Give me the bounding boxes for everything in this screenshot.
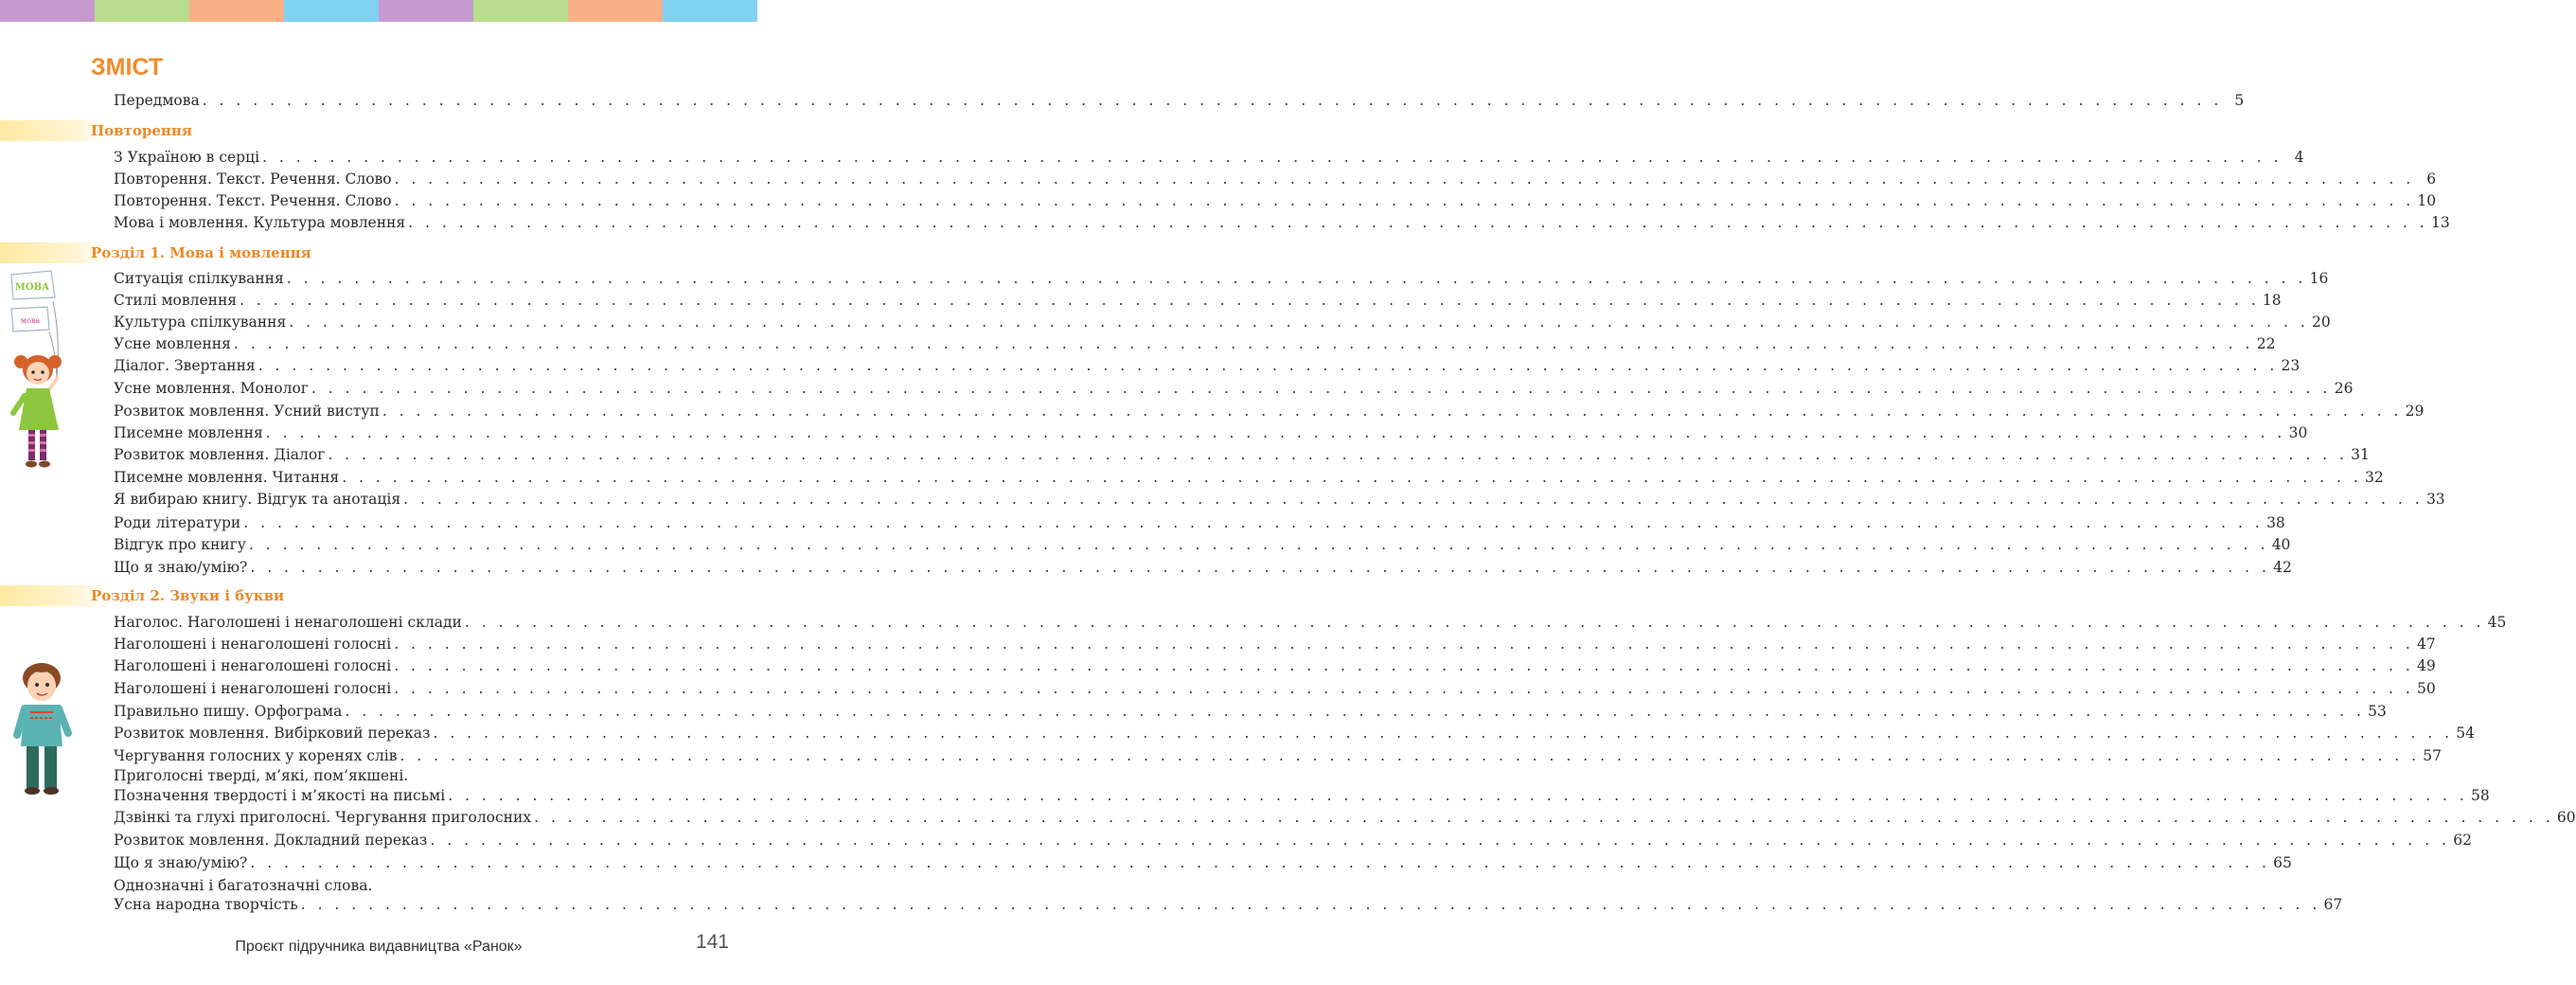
toc-entry-title: Чергування голосних у коренях слів [114, 747, 398, 764]
toc-entry-page: 10 [2417, 192, 2437, 209]
toc-entry-title: Писемне мовлення [114, 424, 263, 441]
section-heading-label: Розділ 1. Мова і мовлення [91, 244, 311, 261]
toc-entry [114, 723, 2476, 744]
toc-entry-page: 32 [2365, 469, 2384, 486]
section-heading [0, 120, 663, 141]
toc-dot-leader: . . . . . . . . . . . . . . . . . . . . . . . . . . . . . . . . . . . . . . . . . . . . . . . . . . . . . . . . . . . . . . . . . . . . . . . . . . . . . . . . . . . . . . . . . . . . . . . . . . . . . . . . . . . . . . . . . . . . . . . . [433, 725, 2454, 742]
toc-entry-page: 54 [2456, 725, 2476, 742]
toc-entry-title: Мова і мовлення. Культура мовлення [114, 214, 406, 231]
toc-dot-leader: . . . . . . . . . . . . . . . . . . . . . . . . . . . . . . . . . . . . . . . . . . . . . . . . . . . . . . . . . . . . . . . . . . . . . . . . . . . . . . . . . . . . . . . . . . . . . . . . . . . . . . . . . . . . . . . . . . . . . . . . [394, 192, 2415, 209]
toc-entry-page: 33 [2425, 491, 2445, 508]
toc-entry-page: 50 [2417, 680, 2436, 697]
toc-entry [114, 169, 2437, 190]
toc-entry-title: Що я знаю/умію? [114, 559, 248, 576]
toc-entry-title: Наголошені і ненаголошені голосні [114, 636, 392, 653]
toc-entry [114, 489, 2445, 510]
toc-entry-title: Наголошені і ненаголошені голосні [114, 657, 392, 674]
toc-dot-leader: . . . . . . . . . . . . . . . . . . . . . . . . . . . . . . . . . . . . . . . . . . . . . . . . . . . . . . . . . . . . . . . . . . . . . . . . . . . . . . . . . . . . . . . . . . . . . . . . . . . . . . . . . . . . . . . . . . . . . . . . [243, 514, 2264, 531]
toc-entry [114, 190, 2437, 212]
toc-dot-leader: . . . . . . . . . . . . . . . . . . . . . . . . . . . . . . . . . . . . . . . . . . . . . . . . . . . . . . . . . . . . . . . . . . . . . . . . . . . . . . . . . . . . . . . . . . . . . . . . . . . . . . . . . . . . . . . . . . . . . . . . [286, 270, 2307, 287]
toc-entry [114, 312, 2331, 333]
toc-entry-page: 26 [2334, 380, 2354, 397]
girl-with-signs-illustration [4, 263, 70, 474]
section-heading [0, 585, 663, 606]
toc-entry-page: 65 [2273, 854, 2292, 871]
toc-dot-leader: . . . . . . . . . . . . . . . . . . . . . . . . . . . . . . . . . . . . . . . . . . . . . . . . . . . . . . . . . . . . . . . . . . . . . . . . . . . . . . . . . . . . . . . . . . . . . . . . . . . . . . . . . . . . . . . . . . . . . . . . [408, 214, 2428, 231]
toc-entry [114, 894, 2343, 916]
toc-entry-page: 42 [2273, 559, 2292, 576]
toc-dot-leader: . . . . . . . . . . . . . . . . . . . . . . . . . . . . . . . . . . . . . . . . . . . . . . . . . . . . . . . . . . . . . . . . . . . . . . . . . . . . . . . . . . . . . . . . . . . . . . . . . . . . . . . . . . . . . . . . . . . . . . . . [382, 403, 2403, 420]
toc-entry-title: Позначення твердості і м’якості на письмі [114, 787, 446, 804]
toc-entry-title: Що я знаю/умію? [114, 854, 248, 871]
toc-dot-leader: . . . . . . . . . . . . . . . . . . . . . . . . . . . . . . . . . . . . . . . . . . . . . . . . . . . . . . . . . . . . . . . . . . . . . . . . . . . . . . . . . . . . . . . . . . . . . . . . . . . . . . . . . . . . . . . . . . . . . . . . [394, 636, 2414, 653]
top-bar-segment [0, 0, 95, 22]
toc-entry-page: 47 [2417, 636, 2436, 653]
toc-entry-title: Наголошені і ненаголошені голосні [114, 680, 392, 697]
section-heading [0, 242, 663, 263]
toc-dot-leader: . . . . . . . . . . . . . . . . . . . . . . . . . . . . . . . . . . . . . . . . . . . . . . . . . . . . . . . . . . . . . . . . . . . . . . . . . . . . . . . . . . . . . . . . . . . . . . . . . . . . . . . . . . . . . . . . . . . . . . . . [464, 614, 2485, 631]
toc-entry-page: 49 [2417, 657, 2436, 674]
toc-entry [114, 444, 2370, 466]
toc-entry [114, 634, 2436, 655]
toc-entry-page: 4 [2294, 149, 2304, 166]
toc-entry [114, 678, 2436, 700]
toc-entry-title: Розвиток мовлення. Вибірковий переказ [114, 725, 431, 742]
toc-entry-title-line: Приголосні тверді, м’які, пом’якшені. [114, 767, 409, 784]
toc-entry-title: Усне мовлення. Монолог [114, 380, 309, 397]
toc-entry-page: 58 [2471, 787, 2490, 804]
toc-dot-leader: . . . . . . . . . . . . . . . . . . . . . . . . . . . . . . . . . . . . . . . . . . . . . . . . . . . . . . . . . . . . . . . . . . . . . . . . . . . . . . . . . . . . . . . . . . . . . . . . . . . . . . . . . . . . . . . . . . . . . . . . [394, 170, 2415, 188]
toc-dot-leader: . . . . . . . . . . . . . . . . . . . . . . . . . . . . . . . . . . . . . . . . . . . . . . . . . . . . . . . . . . . . . . . . . . . . . . . . . . . . . . . . . . . . . . . . . . . . . . . . . . . . . . . . . . . . . . . . . . . . . . . . [400, 747, 2421, 764]
toc-entry-title: Передмова [114, 92, 200, 109]
toc-entry-title: Повторення. Текст. Речення. Слово [114, 192, 392, 209]
toc-dot-leader: . . . . . . . . . . . . . . . . . . . . . . . . . . . . . . . . . . . . . . . . . . . . . . . . . . . . . . . . . . . . . . . . . . . . . . . . . . . . . . . . . . . . . . . . . . . . . . . . . . . . . . . . . . . . . . . . . . . . . . . . [248, 536, 2269, 553]
toc-dot-leader: . . . . . . . . . . . . . . . . . . . . . . . . . . . . . . . . . . . . . . . . . . . . . . . . . . . . . . . . . . . . . . . . . . . . . . . . . . . . . . . . . . . . . . . . . . . . . . . . . . . . . . . . . . . . . . . . . . . . . . . . [328, 446, 2348, 463]
toc-entry-page: 57 [2423, 747, 2443, 764]
toc-entry [114, 268, 2329, 290]
toc-entry [114, 333, 2276, 355]
toc-dot-leader: . . . . . . . . . . . . . . . . . . . . . . . . . . . . . . . . . . . . . . . . . . . . . . . . . . . . . . . . . . . . . . . . . . . . . . . . . . . . . . . . . . . . . . . . . . . . . . . . . . . . . . . . . . . . . . . . . . . . . . . . [250, 854, 2270, 871]
toc-entry-page: 6 [2426, 170, 2437, 188]
toc-dot-leader: . . . . . . . . . . . . . . . . . . . . . . . . . . . . . . . . . . . . . . . . . . . . . . . . . . . . . . . . . . . . . . . . . . . . . . . . . . . . . . . . . . . . . . . . . . . . . . . . . . . . . . . . . . . . . . . . . . . . . . . . [300, 896, 2321, 913]
toc-entry-page: 29 [2405, 403, 2425, 420]
toc-entry [114, 512, 2285, 534]
toc-entry-title: Відгук про книгу [114, 536, 246, 553]
boy-illustration [13, 659, 72, 797]
toc-entry-page: 20 [2312, 313, 2331, 331]
top-bar-segment [568, 0, 663, 22]
toc-dot-leader: . . . . . . . . . . . . . . . . . . . . . . . . . . . . . . . . . . . . . . . . . . . . . . . . . . . . . . . . . . . . . . . . . . . . . . . . . . . . . . . . . . . . . . . . . . . . . . . . . . . . . . . . . . . . . . . . . . . . . . . . [342, 469, 2362, 486]
top-color-bar [0, 0, 757, 22]
toc-entry-title: Писемне мовлення. Читання [114, 469, 340, 486]
toc-entry-page: 60 [2556, 809, 2576, 826]
toc-dot-leader: . . . . . . . . . . . . . . . . . . . . . . . . . . . . . . . . . . . . . . . . . . . . . . . . . . . . . . . . . . . . . . . . . . . . . . . . . . . . . . . . . . . . . . . . . . . . . . . . . . . . . . . . . . . . . . . . . . . . . . . . [394, 657, 2414, 674]
toc-entry [114, 745, 2443, 767]
toc-entry-title: Розвиток мовлення. Діалог [114, 446, 326, 463]
toc-dot-leader: . . . . . . . . . . . . . . . . . . . . . . . . . . . . . . . . . . . . . . . . . . . . . . . . . . . . . . . . . . . . . . . . . . . . . . . . . . . . . . . . . . . . . . . . . . . . . . . . . . . . . . . . . . . . . . . . . . . . . . . . [311, 380, 2332, 397]
toc-dot-leader: . . . . . . . . . . . . . . . . . . . . . . . . . . . . . . . . . . . . . . . . . . . . . . . . . . . . . . . . . . . . . . . . . . . . . . . . . . . . . . . . . . . . . . . . . . . . . . . . . . . . . . . . . . . . . . . . . . . . . . . . [258, 357, 2279, 374]
toc-entry-title: Дзвінкі та глухі приголосні. Чергування приголосних [114, 809, 532, 826]
toc-entry-page: 38 [2266, 514, 2285, 531]
toc-entry [114, 807, 2576, 829]
top-bar-segment [189, 0, 284, 22]
toc-entry-page: 16 [2309, 270, 2329, 287]
toc-entry-page: 45 [2487, 614, 2507, 631]
toc-entry-page: 5 [2234, 92, 2245, 109]
toc-entry [114, 852, 2292, 874]
toc-entry [114, 701, 2387, 723]
toc-dot-leader: . . . . . . . . . . . . . . . . . . . . . . . . . . . . . . . . . . . . . . . . . . . . . . . . . . . . . . . . . . . . . . . . . . . . . . . . . . . . . . . . . . . . . . . . . . . . . . . . . . . . . . . . . . . . . . . . . . . . . . . . [534, 809, 2554, 826]
top-bar-segment [95, 0, 189, 22]
toc-entry-title: Стилі мовлення [114, 292, 238, 309]
toc-entry [114, 534, 2291, 556]
toc-entry [114, 422, 2308, 444]
toc-dot-leader: . . . . . . . . . . . . . . . . . . . . . . . . . . . . . . . . . . . . . . . . . . . . . . . . . . . . . . . . . . . . . . . . . . . . . . . . . . . . . . . . . . . . . . . . . . . . . . . . . . . . . . . . . . . . . . . . . . . . . . . . [262, 149, 2283, 166]
toc-entry-title: Усне мовлення [114, 335, 231, 352]
toc-entry [114, 355, 2301, 377]
toc-dot-leader: . . . . . . . . . . . . . . . . . . . . . . . . . . . . . . . . . . . . . . . . . . . . . . . . . . . . . . . . . . . . . . . . . . . . . . . . . . . . . . . . . . . . . . . . . . . . . . . . . . . . . . . . . . . . . . . . . . . . . . . . [394, 680, 2414, 697]
page-title: ЗМІСТ [91, 54, 164, 81]
top-bar-segment [473, 0, 568, 22]
toc-entry [114, 612, 2507, 634]
toc-entry [114, 401, 2425, 422]
toc-entry [114, 557, 2292, 579]
toc-entry-title: Розвиток мовлення. Докладний переказ [114, 832, 428, 849]
toc-dot-leader: . . . . . . . . . . . . . . . . . . . . . . . . . . . . . . . . . . . . . . . . . . . . . . . . . . . . . . . . . . . . . . . . . . . . . . . . . . . . . . . . . . . . . . . . . . . . . . . . . . . . . . . . . . . . . . . . . . . . . . . . [265, 424, 2286, 441]
toc-entry [114, 378, 2354, 400]
footer-publisher-note: Проєкт підручника видавництва «Ранок» [235, 939, 523, 955]
toc-entry [114, 212, 2450, 234]
toc-dot-leader: . . . . . . . . . . . . . . . . . . . . . . . . . . . . . . . . . . . . . . . . . . . . . . . . . . . . . . . . . . . . . . . . . . . . . . . . . . . . . . . . . . . . . . . . . . . . . . . . . . . . . . . . . . . . . . . . . . . . . . . . [250, 559, 2270, 576]
section-heading-label: Розділ 2. Звуки і букви [91, 587, 285, 604]
toc-entry [114, 467, 2384, 489]
toc-entry-title: Культура спілкування [114, 313, 287, 331]
toc-entry-page: 18 [2262, 292, 2282, 309]
toc-entry-title: Я вибираю книгу. Відгук та анотація [114, 491, 401, 508]
toc-entry-page: 31 [2351, 446, 2370, 463]
toc-entry-title: Наголос. Наголошені і ненаголошені склади [114, 614, 462, 631]
top-bar-segment [379, 0, 473, 22]
toc-entry-title: Розвиток мовлення. Усний виступ [114, 403, 380, 420]
toc-entry [114, 147, 2304, 169]
toc-dot-leader: . . . . . . . . . . . . . . . . . . . . . . . . . . . . . . . . . . . . . . . . . . . . . . . . . . . . . . . . . . . . . . . . . . . . . . . . . . . . . . . . . . . . . . . . . . . . . . . . . . . . . . . . . . . . . . . . . . . . . . . . [240, 292, 2260, 309]
toc-entry-page: 40 [2271, 536, 2291, 553]
toc-entry-title: Ситуація спілкування [114, 270, 284, 287]
toc-entry-page: 22 [2256, 335, 2276, 352]
sign-mova-lower: мова [20, 316, 41, 325]
toc-entry-page: 23 [2281, 357, 2301, 374]
toc-entry [114, 655, 2436, 677]
toc-entry-title: З Україною в серці [114, 149, 260, 166]
toc-entry-page: 62 [2453, 832, 2472, 849]
toc-entry-title: Роди літератури [114, 514, 241, 531]
toc-entry-title: Усна народна творчість [114, 896, 298, 913]
section-heading-label: Повторення [91, 122, 192, 139]
toc-entry-page: 30 [2288, 424, 2308, 441]
top-bar-segment [284, 0, 379, 22]
toc-dot-leader: . . . . . . . . . . . . . . . . . . . . . . . . . . . . . . . . . . . . . . . . . . . . . . . . . . . . . . . . . . . . . . . . . . . . . . . . . . . . . . . . . . . . . . . . . . . . . . . . . . . . . . . . . . . . . . . . . . . . . . . . [448, 787, 2468, 804]
toc-dot-leader: . . . . . . . . . . . . . . . . . . . . . . . . . . . . . . . . . . . . . . . . . . . . . . . . . . . . . . . . . . . . . . . . . . . . . . . . . . . . . . . . . . . . . . . . . . . . . . . . . . . . . . . . . . . . . . . . . . . . . . . . [345, 703, 2365, 720]
toc-entry-page: 13 [2431, 214, 2450, 231]
toc-entry-page: 53 [2368, 703, 2387, 720]
toc-entry-title: Правильно пишу. Орфограма [114, 703, 343, 720]
toc-entry-title: Діалог. Звертання [114, 357, 256, 374]
toc-dot-leader: . . . . . . . . . . . . . . . . . . . . . . . . . . . . . . . . . . . . . . . . . . . . . . . . . . . . . . . . . . . . . . . . . . . . . . . . . . . . . . . . . . . . . . . . . . . . . . . . . . . . . . . . . . . . . . . . . . . . . . . . [403, 491, 2424, 508]
toc-entry-title: Повторення. Текст. Речення. Слово [114, 170, 392, 188]
page-number: 141 [695, 931, 729, 953]
top-bar-segment [663, 0, 757, 22]
toc-entry [114, 290, 2282, 312]
toc-dot-leader: . . . . . . . . . . . . . . . . . . . . . . . . . . . . . . . . . . . . . . . . . . . . . . . . . . . . . . . . . . . . . . . . . . . . . . . . . . . . . . . . . . . . . . . . . . . . . . . . . . . . . . . . . . . . . . . . . . . . . . . . [289, 313, 2309, 331]
toc-dot-leader: . . . . . . . . . . . . . . . . . . . . . . . . . . . . . . . . . . . . . . . . . . . . . . . . . . . . . . . . . . . . . . . . . . . . . . . . . . . . . . . . . . . . . . . . . . . . . . . . . . . . . . . . . . . . . . . . . . . . . . . . [202, 92, 2223, 109]
toc-entry-title-line: Однозначні і багатозначні слова. [114, 877, 373, 894]
sign-mova-upper: МОВА [14, 282, 50, 293]
toc-entry-page: 67 [2323, 896, 2343, 913]
toc-entry [114, 785, 2490, 807]
toc-entry [114, 830, 2472, 851]
toc-entry [114, 90, 2245, 112]
toc-dot-leader: . . . . . . . . . . . . . . . . . . . . . . . . . . . . . . . . . . . . . . . . . . . . . . . . . . . . . . . . . . . . . . . . . . . . . . . . . . . . . . . . . . . . . . . . . . . . . . . . . . . . . . . . . . . . . . . . . . . . . . . . [233, 335, 2254, 352]
toc-dot-leader: . . . . . . . . . . . . . . . . . . . . . . . . . . . . . . . . . . . . . . . . . . . . . . . . . . . . . . . . . . . . . . . . . . . . . . . . . . . . . . . . . . . . . . . . . . . . . . . . . . . . . . . . . . . . . . . . . . . . . . . . [430, 832, 2450, 849]
